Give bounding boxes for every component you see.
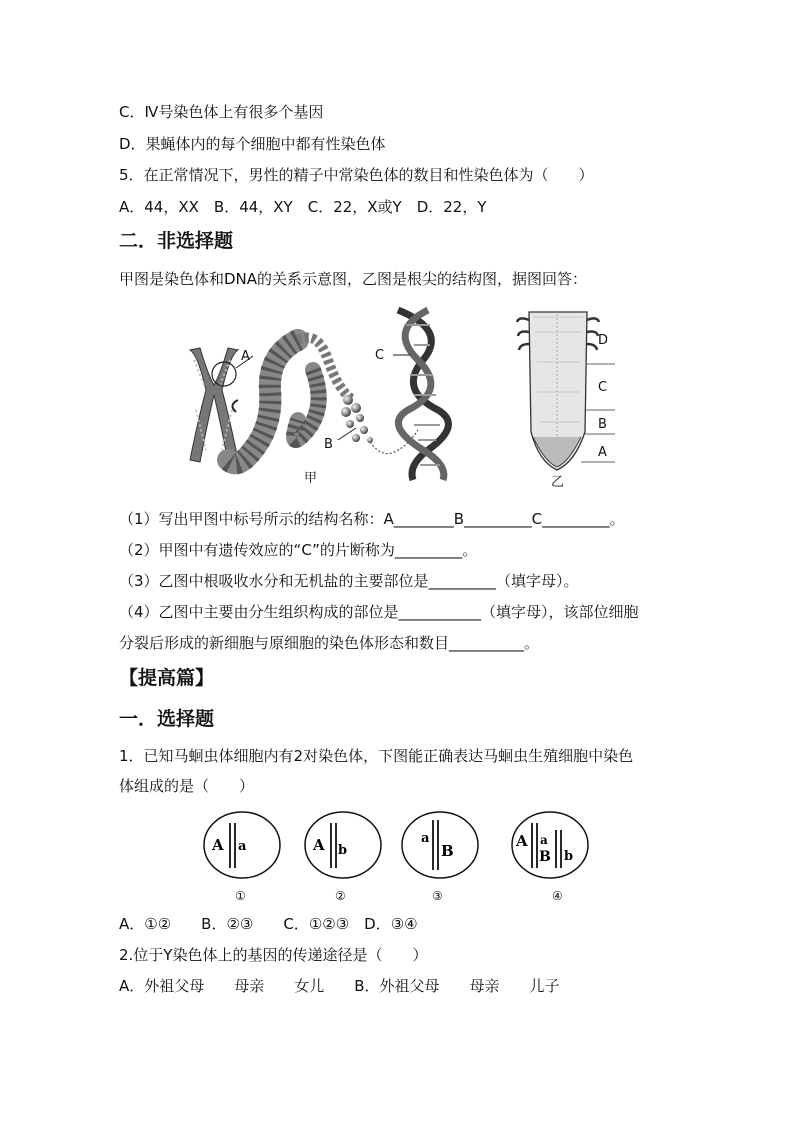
option-c: C．Ⅳ号染色体上有很多个基因	[119, 103, 324, 121]
question-5-options: A．44，XX B．44，XY C．22，X或Y D．22，Y	[119, 198, 487, 216]
figure-yi-caption: 乙	[551, 475, 565, 490]
subquestion-4-line-2: 分裂后形成的新细胞与原细胞的染色体形态和数目__________。	[119, 634, 540, 652]
question-5: 5．在正常情况下，男性的精子中常染色体的数目和性染色体为（ ）	[119, 166, 594, 184]
subquestion-4-line-1: （4）乙图中主要由分生组织构成的部位是___________（填字母），该部位细胞	[119, 603, 639, 621]
root-tip-shape	[517, 312, 599, 470]
cell-2	[305, 812, 381, 903]
figure-jia-caption: 甲	[304, 471, 318, 486]
cell-3-letter-1: a	[421, 831, 430, 846]
question-2-options: A．外祖父母 母亲 女儿 B．外祖父母 母亲 儿子	[119, 977, 560, 995]
cell-1-number: ①	[235, 889, 246, 903]
cell-4-number: ④	[552, 889, 563, 903]
cell-2-letter-1: A	[313, 836, 325, 854]
cell-2-letter-2: b	[338, 843, 348, 858]
cell-4	[512, 812, 588, 903]
cell-3-letter-2: B	[441, 842, 454, 860]
dna-double-helix	[398, 310, 448, 480]
section-heading-non-choice: 二．非选择题	[119, 230, 234, 252]
subquestion-1: （1）写出甲图中标号所示的结构名称：A________B_________C_________。	[119, 510, 625, 528]
figure-intro: 甲图是染色体和DNA的关系示意图，乙图是根尖的结构图，据图回答：	[119, 270, 588, 288]
small-arrow-icon	[232, 400, 238, 412]
cell-4-letter-3: B	[539, 849, 551, 865]
label-c: C	[375, 348, 385, 363]
cell-1-letter-1: A	[212, 836, 224, 854]
advanced-heading: 【提高篇】	[119, 667, 215, 689]
label-a: A	[241, 349, 250, 364]
zone-label-a: A	[598, 445, 607, 460]
cell-4-letter-2: a	[540, 833, 548, 847]
cell-4-letter-4: b	[564, 849, 574, 864]
question-1-line-1: 1．已知马蛔虫体细胞内有2对染色体，下图能正确表达马蛔虫生殖细胞中染色	[119, 747, 634, 765]
cell-3-number: ③	[432, 889, 443, 903]
subquestion-2: （2）甲图中有遗传效应的“C”的片断称为_________。	[119, 541, 478, 559]
cell-3	[402, 812, 478, 903]
question-1-options: A．①② B．②③ C．①②③ D．③④	[119, 915, 418, 933]
label-b: B	[324, 437, 333, 452]
zone-label-c: C	[598, 380, 608, 395]
cell-diagrams	[200, 808, 600, 908]
figure-jia-chromosome-dna	[178, 300, 488, 490]
figure-yi-root-tip	[515, 302, 625, 492]
cell-2-number: ②	[335, 889, 346, 903]
section-heading-choice: 一．选择题	[119, 708, 215, 730]
cell-4-letter-1: A	[516, 832, 528, 850]
question-1-line-2: 体组成的是（ ）	[119, 777, 255, 795]
subquestion-3: （3）乙图中根吸收水分和无机盐的主要部位是_________（填字母）。	[119, 572, 579, 590]
option-d: D．果蝇体内的每个细胞中都有性染色体	[119, 135, 386, 153]
cell-1-letter-2: a	[238, 839, 247, 854]
zone-label-d: D	[598, 333, 609, 348]
nucleosome-beads	[341, 395, 418, 454]
cell-1	[204, 812, 280, 903]
question-2: 2.位于Y染色体上的基因的传递途径是（ ）	[119, 946, 428, 964]
zone-label-b: B	[598, 417, 607, 432]
